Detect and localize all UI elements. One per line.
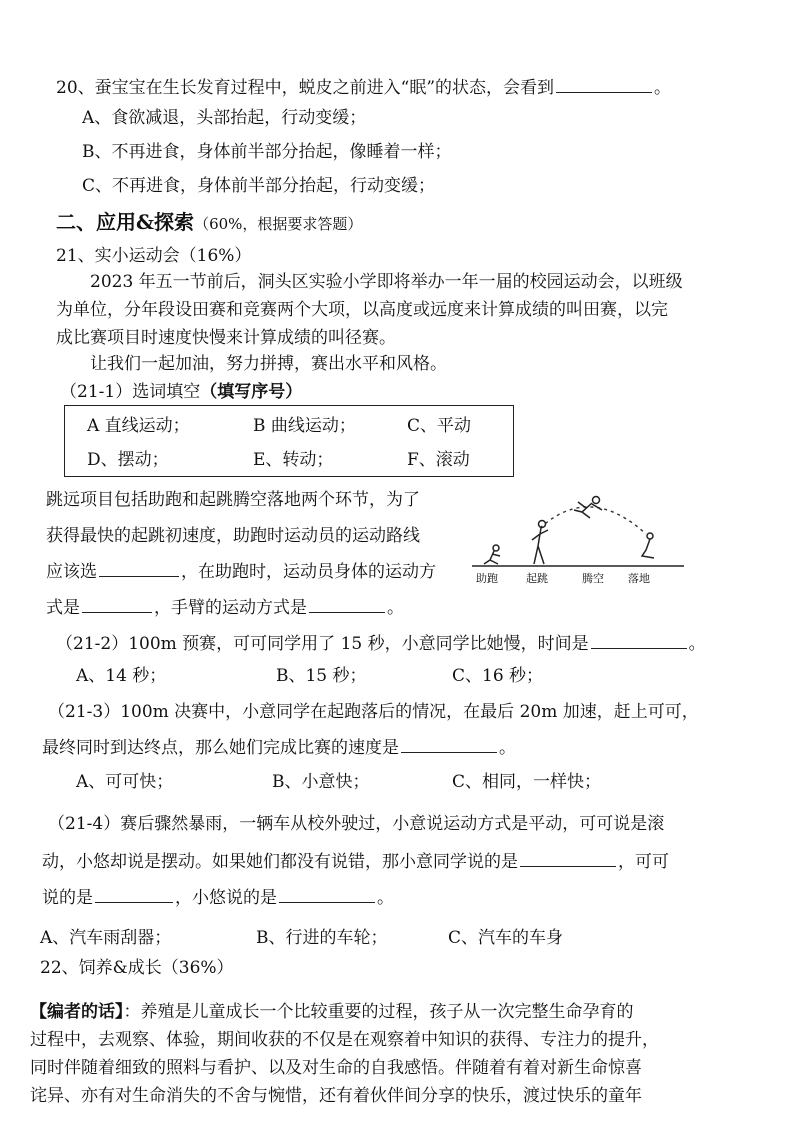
q21-4-line-2	[42, 848, 669, 874]
q21-1-text-line-4	[46, 594, 404, 620]
q20-end: 。	[654, 78, 672, 98]
q20-stem-text: 20、蚕宝宝在生长发育过程中，蜕皮之前进入“眠”的状态，会看到	[56, 78, 555, 98]
q21-4-line-3a: 说的是	[42, 888, 93, 908]
q21-4-line-3b: ，小悠说的是	[175, 888, 277, 908]
section-2-title	[56, 210, 362, 236]
q21-4-line-3c: 。	[377, 888, 394, 908]
q21-4-blank-xiaoyou[interactable]	[279, 884, 375, 903]
q21-1-text-line-1: 跳远项目包括助跑和起跳腾空落地两个环节，为了	[46, 490, 420, 510]
q22-editor-line-4: 诧异、亦有对生命消失的不舍与惋惜，还有着伙伴间分享的快乐，渡过快乐的童年	[30, 1086, 642, 1106]
q21-2-option-c: C、16 秒；	[452, 666, 544, 686]
q20-answer-blank[interactable]	[556, 74, 652, 93]
q21-3-option-c: C、相同，一样快；	[452, 772, 602, 792]
q21-1-blank-body[interactable]	[82, 594, 152, 613]
q21-1-text-4c: 。	[387, 598, 404, 618]
landing-figure	[642, 533, 654, 558]
q20-option-c: C、不再进食，身体前半部分抬起，行动变缓；	[82, 176, 436, 196]
q21-3-line-2-text: 最终同时到达终点，那么她们完成比赛的速度是	[42, 738, 399, 758]
q21-3-line-1: （21-3）100m 决赛中，小意同学在起跑落后的情况，在最后 20m 加速，赶上可可，	[48, 702, 699, 722]
q21-1-hint: （填写序号）	[200, 382, 303, 402]
figure-label-flight: 腾空	[582, 572, 604, 585]
figure-label-landing: 落地	[628, 572, 650, 585]
q21-4-option-b: B、行进的车轮；	[256, 928, 388, 948]
q21-1-text-3b: ，在助跑时，运动员身体的运动方	[181, 562, 436, 582]
q21-1-text-line-2: 获得最快的起跳初速度，助跑时运动员的运动路线	[46, 526, 420, 546]
q21-2-option-b: B、15 秒；	[276, 666, 367, 686]
q21-1-text-4b: ，手臂的运动方式是	[154, 598, 307, 618]
q21-3-end: 。	[499, 738, 516, 758]
q21-4-line-2b: ，可可	[618, 852, 669, 872]
q21-passage-line-2: 为单位，分年段设田赛和竞赛两个大项，以高度或远度来计算成绩的叫田赛，以完	[56, 300, 668, 320]
word-bank-box	[64, 405, 514, 477]
q21-4-line-1: （21-4）赛后骤然暴雨，一辆车从校外驶过，小意说运动方式是平动，可可说是滚	[48, 814, 665, 834]
q21-1-label-text: （21-1）选词填空	[60, 382, 201, 402]
q21-1-text-4a: 式是	[46, 598, 80, 618]
word-c: C、平动	[407, 416, 472, 436]
q21-3-line-2	[42, 734, 516, 760]
q21-passage-line-1: 2023 年五一节前后，洞头区实验小学即将举办一年一届的校园运动会，以班级	[90, 272, 683, 292]
q21-3-option-b: B、小意快；	[272, 772, 370, 792]
q22-editor-label: 【编者的话】	[30, 1002, 124, 1022]
q20-stem	[56, 74, 671, 100]
word-e: E、转动；	[253, 450, 334, 470]
jump-trajectory	[540, 507, 646, 534]
q21-3-answer-blank[interactable]	[401, 734, 497, 753]
takeoff-figure	[532, 521, 548, 565]
q21-1-blank-route[interactable]	[99, 558, 179, 577]
q21-4-blank-xiaoyi[interactable]	[520, 848, 616, 867]
q21-3-option-a: A、可可快；	[76, 772, 174, 792]
q21-1-blank-arm[interactable]	[309, 594, 385, 613]
q20-option-a: A、食欲减退，头部抬起，行动变缓；	[82, 108, 367, 128]
q22-title: 22、饲养&成长（36%）	[40, 958, 234, 978]
figure-label-run: 助跑	[476, 572, 498, 585]
section-2-note: （60%，根据要求答题）	[194, 215, 363, 233]
q22-editor-line-2: 过程中，去观察、体验，期间收获的不仅是在观察着中知识的获得、专注力的提升，	[30, 1030, 659, 1050]
q21-2-option-a: A、14 秒；	[76, 666, 167, 686]
q21-4-option-a: A、汽车雨刮器；	[40, 928, 172, 948]
q21-passage-line-4: 让我们一起加油，努力拼搏，赛出水平和风格。	[90, 354, 447, 374]
word-b: B 曲线运动；	[253, 416, 356, 436]
q21-passage-line-3: 成比赛项目时速度快慢来计算成绩的叫径赛。	[56, 328, 396, 348]
q20-option-b: B、不再进食，身体前半部分抬起，像睡着一样；	[82, 142, 452, 162]
runner-figure	[484, 545, 500, 564]
q21-4-line-2a: 动，小悠却说是摆动。如果她们都没有说错，那小意同学说的是	[42, 852, 518, 872]
q22-editor-line-1	[30, 1000, 634, 1024]
q22-editor-line-3: 同时伴随着细致的照料与看护、以及对生命的自我感悟。伴随着有着对新生命惊喜	[30, 1058, 642, 1078]
q21-2-stem-text: （21-2）100m 预赛，可可同学用了 15 秒，小意同学比她慢，时间是	[56, 634, 589, 654]
section-2-title-text: 二、应用&探索	[56, 210, 195, 234]
q21-2-answer-blank[interactable]	[591, 630, 687, 649]
q21-1-text-line-3	[46, 558, 436, 584]
q21-2-end: 。	[688, 634, 706, 654]
word-d: D、摆动；	[87, 450, 169, 470]
q21-1-text-3a: 应该选	[46, 562, 97, 582]
q22-editor-text-1: ：养殖是儿童成长一个比较重要的过程，孩子从一次完整生命孕育的	[123, 1002, 634, 1022]
q21-1-label	[60, 380, 302, 404]
q21-4-option-c: C、汽车的车身	[448, 928, 564, 948]
word-a: A 直线运动；	[87, 416, 190, 436]
long-jump-figure	[470, 488, 690, 588]
word-f: F、滚动	[407, 450, 470, 470]
q21-title: 21、实小运动会（16%）	[56, 246, 252, 266]
q21-4-line-3	[42, 884, 394, 910]
q21-2-stem	[56, 630, 706, 656]
figure-label-takeoff: 起跳	[526, 572, 548, 585]
q21-4-blank-keke[interactable]	[95, 884, 173, 903]
